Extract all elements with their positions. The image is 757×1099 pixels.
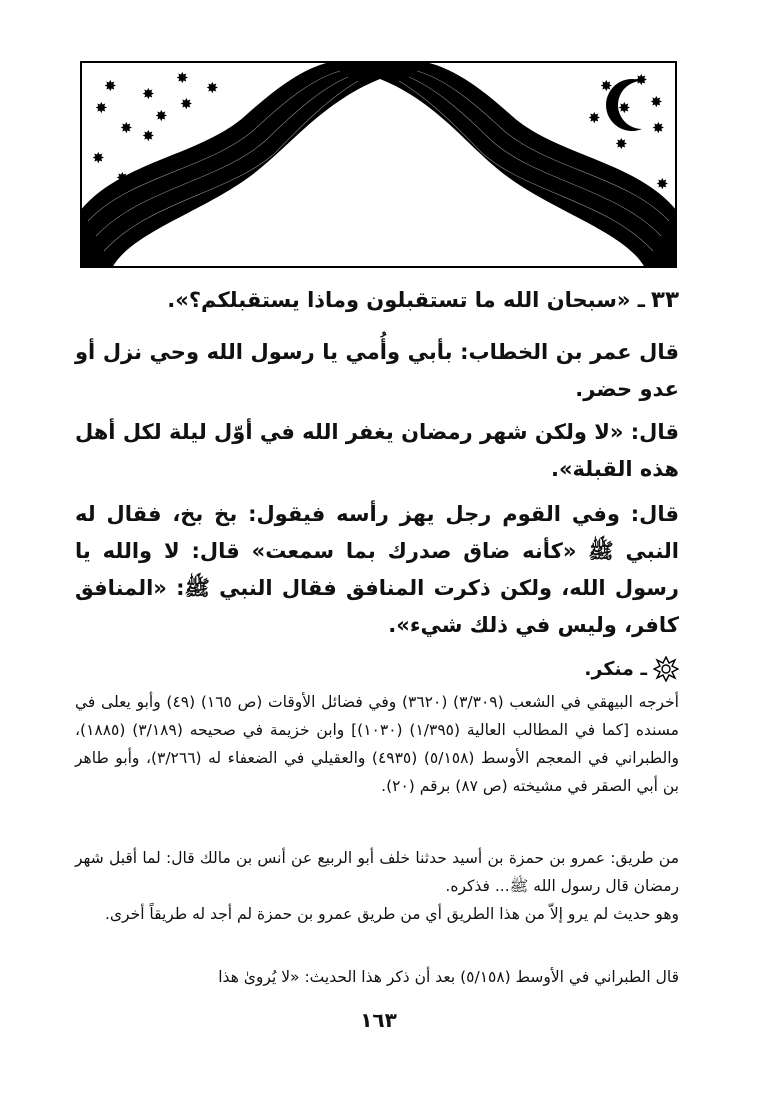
star-icon: ✸: [588, 109, 601, 127]
star-icon: ✸: [650, 93, 663, 111]
grading-label: ـ منكر.: [584, 658, 647, 680]
star-icon: ✸: [104, 77, 117, 95]
star-icon: ✸: [116, 169, 129, 187]
star-icon: ✸: [180, 95, 193, 113]
hadith-text: ـ «سبحان الله ما تستقبلون وماذا يستقبلكم؟».: [167, 288, 645, 312]
paragraph-2: قال: «لا ولكن شهر رمضان يغفر الله في أوّل ليلة لكل أهل هذه القبلة».: [75, 420, 679, 481]
star-icon: ✸: [176, 69, 189, 87]
footnote-takhrij: أخرجه البيهقي في الشعب (٣/٣٠٩) (٣٦٢٠) وفي فضائل الأوقات (ص ١٦٥) (٤٩) وأبو يعلى في مسنده [كما في المطالب العالية (١/٣٩٥) (١٠٣٠)] وابن خزيمة في صحيحه (٣/١٨٩) (١٨٨٥)، والطبراني في المعجم الأوسط (٥/١٥٨) (٤٩٣٥) والعقيلي في الضعفاء له (٣/٢٦٦)، وأبو طاهر بن أبي الصقر في مشيخته (ص ٨٧) برقم (٢٠).: [75, 693, 679, 795]
star-icon: ✸: [95, 99, 108, 117]
star-icon: ✸: [120, 119, 133, 137]
flower-ornament-icon: [653, 656, 679, 682]
star-icon: ✸: [155, 107, 168, 125]
paragraph-1: قال عمر بن الخطاب: بأبي وأُمي يا رسول الله وحي نزل أو عدو حضر.: [75, 340, 679, 401]
arch-illustration: [80, 61, 677, 268]
star-icon: ✸: [600, 77, 613, 95]
footnote-chain: من طريق: عمرو بن حمزة بن أسيد حدثنا خلف أبو الربيع عن أنس بن مالك قال: لما أقبل شهر رمضان قال رسول الله ﷺ... فذكره.: [75, 849, 679, 895]
grading-line: [75, 654, 679, 684]
star-icon: ✸: [656, 175, 669, 193]
hadith-number: ٣٣: [650, 287, 679, 313]
star-icon: ✸: [142, 127, 155, 145]
star-icon: ✸: [652, 119, 665, 137]
star-icon: ✸: [618, 99, 631, 117]
decorative-banner: [80, 61, 677, 268]
footnote-tabarani: قال الطبراني في الأوسط (٥/١٥٨) بعد أن ذكر هذا الحديث: «لا يُروىٰ هذا: [218, 968, 679, 986]
star-icon: ✸: [92, 149, 105, 167]
star-icon: ✸: [635, 71, 648, 89]
star-icon: ✸: [206, 79, 219, 97]
page-number: ١٦٣: [360, 1008, 397, 1032]
star-icon: ✸: [142, 85, 155, 103]
star-icon: ✸: [615, 135, 628, 153]
footnote-remark: وهو حديث لم يرو إلاّ من هذا الطريق أي من طريق عمرو بن حمزة لم أجد له طريقاً أخرى.: [105, 905, 679, 923]
paragraph-3: قال: وفي القوم رجل يهز رأسه فيقول: بخ بخ، فقال له النبي ﷺ «كأنه ضاق صدرك بما سمعت» قال: لا والله يا رسول الله، ولكن ذكرت المنافق فقال النبي ﷺ: «المنافق كافر، وليس في ذلك شيء».: [75, 502, 679, 637]
hadith-heading: [75, 282, 679, 318]
